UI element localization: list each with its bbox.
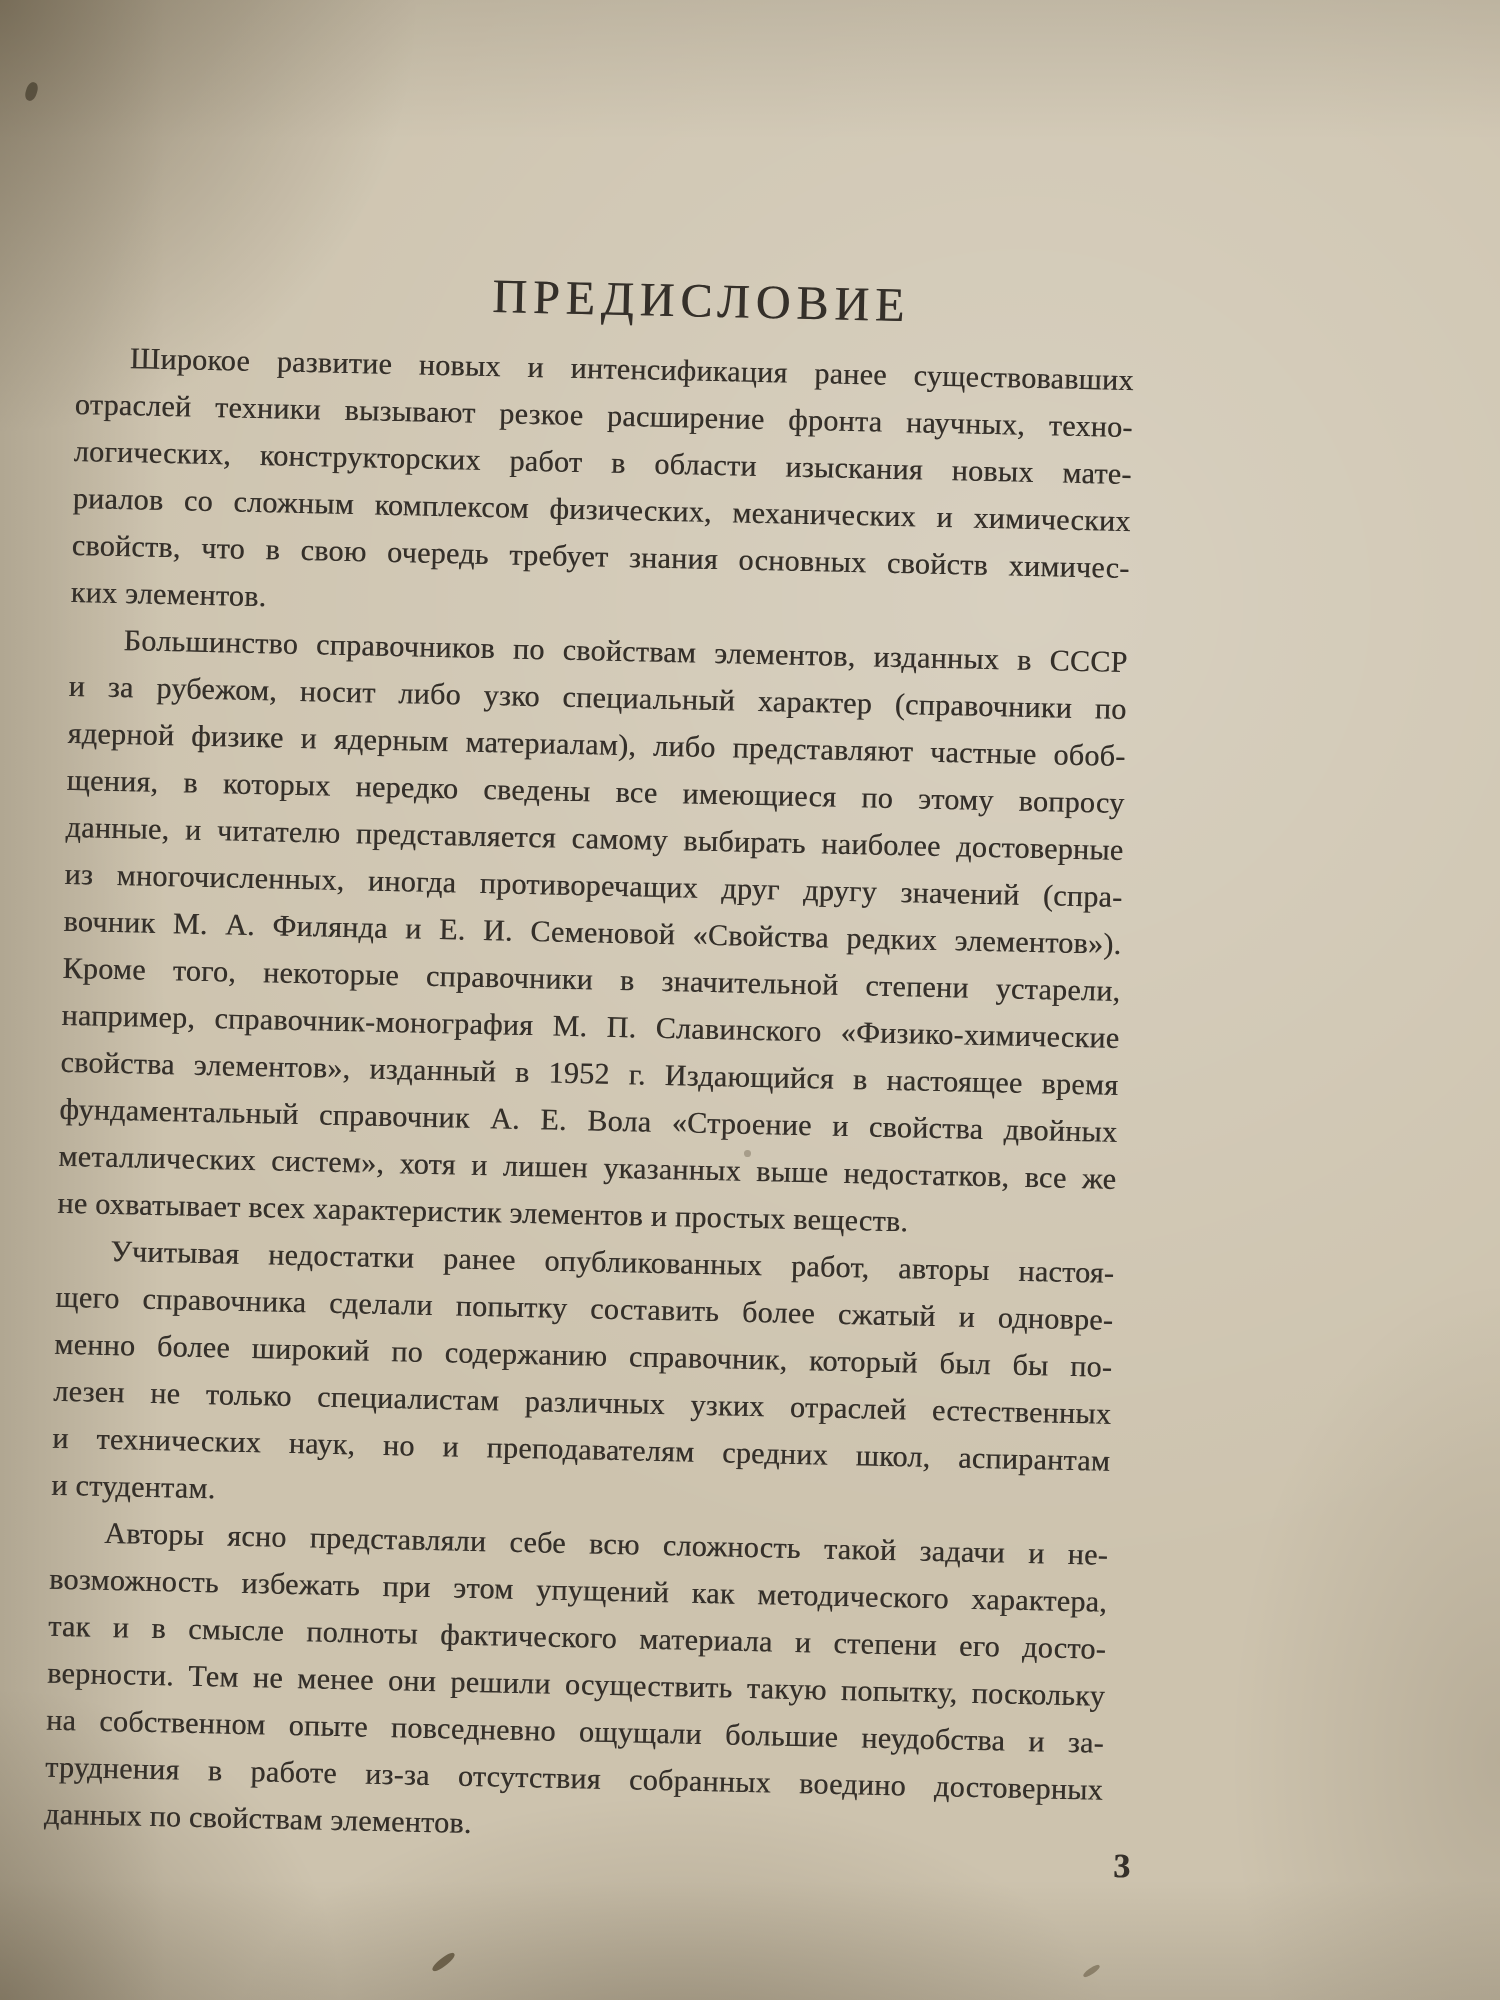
text-line: отраслей техники вызывают резкое расширение фронта научных, техно- <box>74 387 1133 445</box>
text-line: Кроме того, некоторые справочники в значительной степени устарели, <box>62 951 1121 1008</box>
text-line: свойств, что в свою очередь требует знания основных свойств химичес- <box>71 528 1130 586</box>
page-title: ПРЕДИСЛОВИЕ <box>491 270 911 333</box>
text-line: ядерной физике и ядерным материалам), либо представляют частные обоб- <box>67 716 1126 773</box>
text-line: верности. Тем не менее они решили осуществить такую попытку, поскольку <box>46 1656 1106 1713</box>
text-line: менно более широкий по содержанию справочник, который был бы по- <box>54 1327 1113 1384</box>
text-line: и технических наук, но и преподавателям средних школ, аспирантам <box>51 1421 1111 1478</box>
text-line: щения, в которых нередко сведены все имеющиеся по этому вопросу <box>66 763 1125 820</box>
text-line: свойства элементов», изданный в 1952 г. Издающийся в настоящее время <box>60 1045 1119 1102</box>
paper-speck <box>430 1951 456 1974</box>
text-line: металлических систем», хотя и лишен указанных выше недостатков, все же <box>58 1139 1117 1196</box>
text-line: Учитывая недостатки ранее опубликованных работ, авторы настоя- <box>110 1234 1115 1290</box>
text-line: на собственном опыте повседневно ощущали большие неудобства и за- <box>45 1703 1105 1760</box>
text-line: не охватывает всех характеристик элементов и простых веществ. <box>57 1186 909 1239</box>
text-line: из многочисленных, иногда противоречащих друг другу значений (спра- <box>64 857 1123 914</box>
text-line: данные, и читателю представляется самому выбирать наиболее достоверные <box>65 810 1124 867</box>
text-line: фундаментальный справочник А. Е. Вола «Строение и свойства двойных <box>59 1092 1118 1149</box>
text-line: Авторы ясно представляли себе всю сложность такой задачи и не- <box>103 1516 1109 1572</box>
text-line: данных по свойствам элементов. <box>43 1797 472 1840</box>
text-line: щего справочника сделали попытку составить более сжатый и одновре- <box>55 1280 1114 1337</box>
text-line: труднения в работе из-за отсутствия собранных воедино достоверных <box>44 1750 1104 1807</box>
text-line: риалов со сложным комплексом физических, механических и химических <box>72 481 1131 539</box>
text-line: вочник М. А. Филянда и Е. И. Семеновой «Свойства редких элементов»). <box>63 904 1122 961</box>
page-number: 3 <box>1112 1847 1131 1886</box>
text-line: Большинство справочников по свойствам элементов, изданных в СССР <box>123 624 1128 679</box>
paper-speck <box>23 81 39 102</box>
text-line: так и в смысле полноты фактического материала и степени его досто- <box>47 1609 1107 1666</box>
text-line: и студентам. <box>50 1468 216 1506</box>
text-line: Широкое развитие новых и интенсификация ранее существовавших <box>129 342 1135 398</box>
text-line: возможность избежать при этом упущений как методического характера, <box>48 1562 1108 1619</box>
preface-paragraphs <box>44 334 1135 1861</box>
text-line: логических, конструкторских работ в области изыскания новых мате- <box>73 434 1132 492</box>
text-line: ких элементов. <box>70 575 267 614</box>
paper-speck <box>1082 1963 1101 1979</box>
text-line: лезен не только специалистам различных узких отраслей естественных <box>53 1374 1112 1431</box>
page-content <box>43 262 1136 1886</box>
text-line: и за рубежом, носит либо узко специальный характер (справочники по <box>68 669 1127 726</box>
text-line: например, справочник-монография М. П. Славинского «Физико-химические <box>61 998 1120 1055</box>
